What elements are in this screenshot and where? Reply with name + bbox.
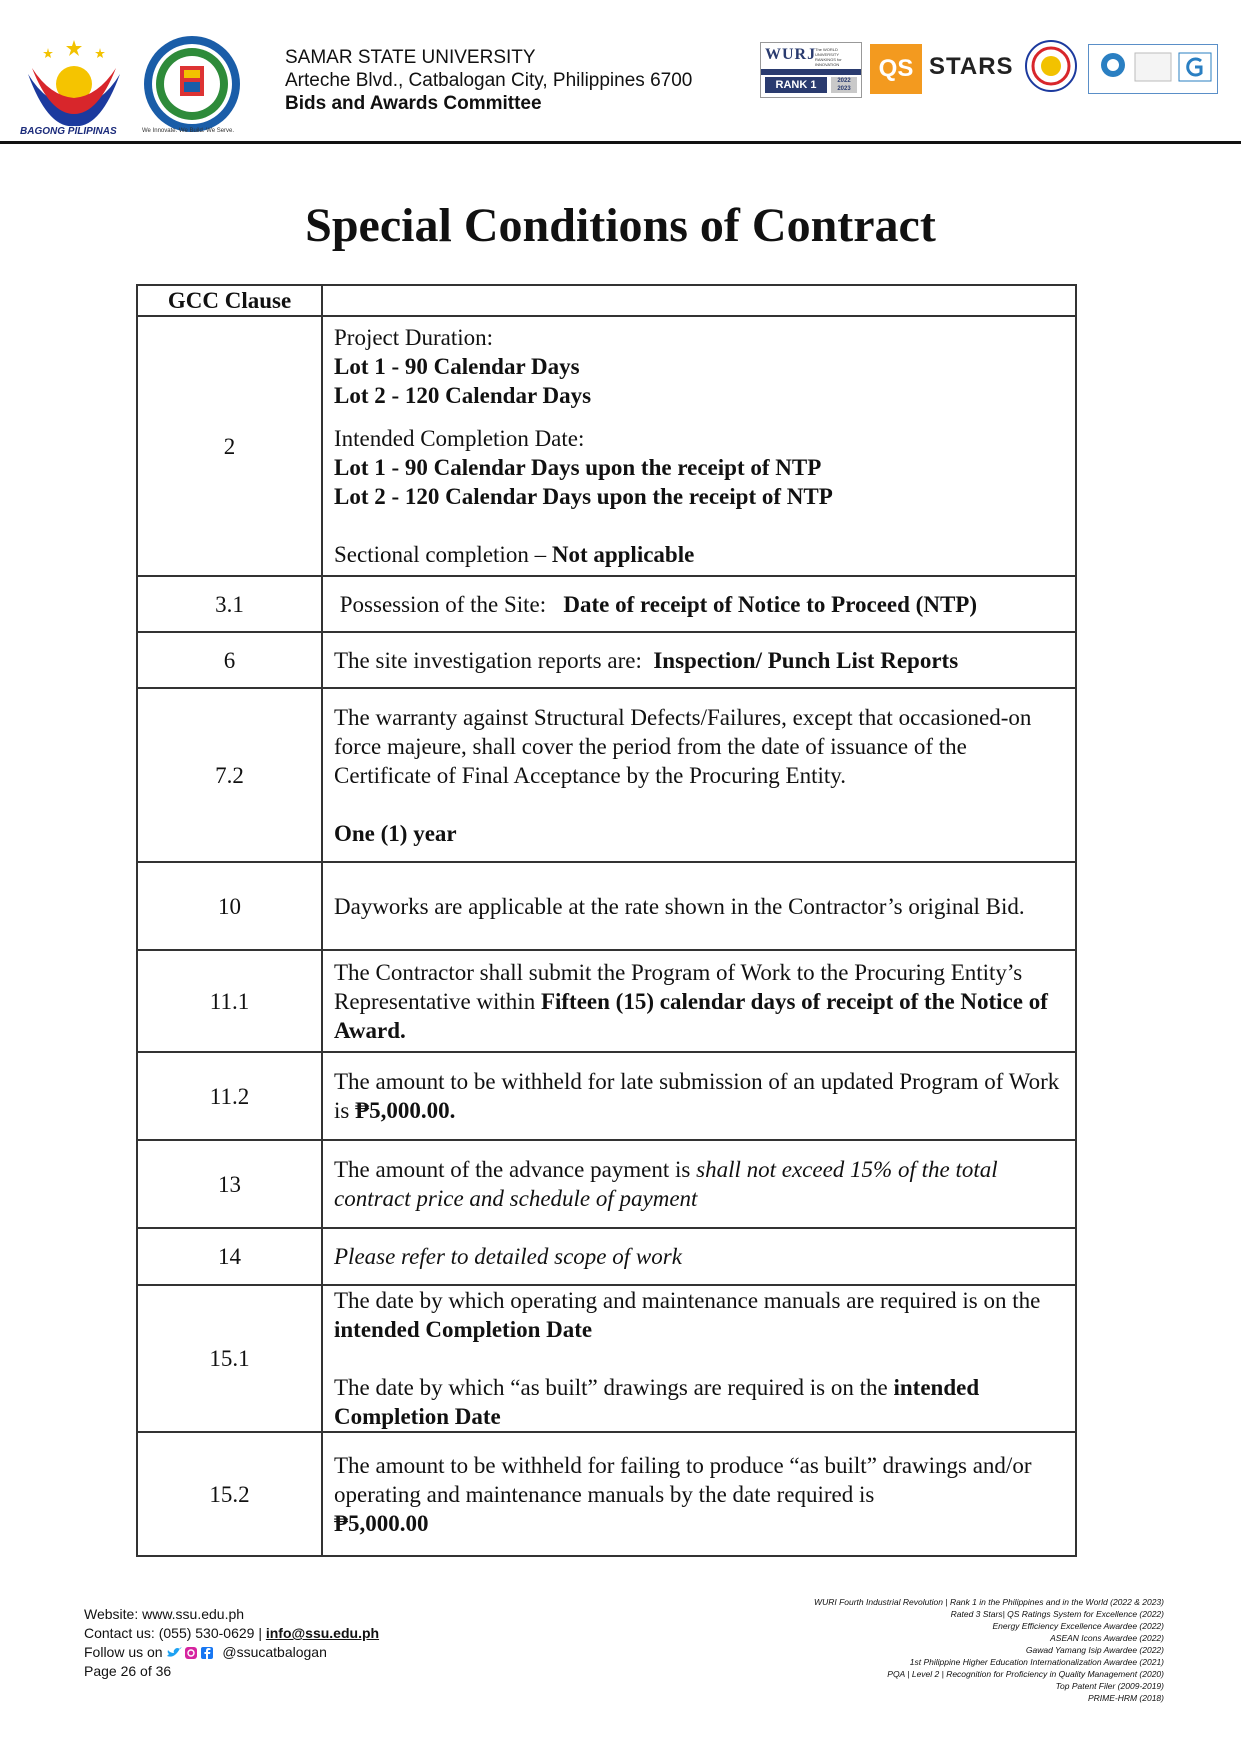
as-built-date: intended Completion Date — [334, 1375, 980, 1429]
withheld-amount: ₱5,000.00 — [334, 1510, 429, 1536]
bagong-pilipinas-text: BAGONG PILIPINAS — [20, 126, 117, 137]
clause-number: 13 — [137, 1140, 322, 1228]
socotec-logo-icon — [1089, 45, 1217, 93]
clause-content — [322, 1228, 1076, 1285]
clause-number: 14 — [137, 1228, 322, 1285]
award-seal-icon — [1025, 40, 1077, 92]
clause-content — [322, 1052, 1076, 1140]
table-row — [137, 688, 1076, 862]
clause-number: 15.1 — [137, 1285, 322, 1432]
table-row — [137, 1052, 1076, 1140]
award-item: Top Patent Filer (2009-2019) — [1055, 1681, 1164, 1691]
possession-value: Date of receipt of Notice to Proceed (NTP) — [563, 591, 977, 617]
late-submission-text: The amount to be withheld for late submission of an updated Program of Work is — [334, 1069, 1060, 1123]
instagram-icon — [185, 1647, 197, 1659]
award-item: Gawad Yamang Isip Awardee (2022) — [1025, 1645, 1164, 1655]
manuals-date: intended Completion Date — [334, 1317, 593, 1342]
award-item: PQA | Level 2 | Recognition for Proficiency in Quality Management (2020) — [887, 1669, 1164, 1679]
table-row — [137, 1285, 1076, 1432]
award-item: PRIME-HRM (2018) — [1087, 1693, 1164, 1703]
clause-number: 6 — [137, 632, 322, 688]
twitter-icon — [167, 1647, 182, 1657]
clause-number: 10 — [137, 862, 322, 950]
wurj-band — [761, 69, 861, 75]
clause-content — [322, 1140, 1076, 1228]
follow-line — [84, 1643, 379, 1662]
ssu-seal-icon — [142, 34, 242, 134]
qs-logo: QS — [870, 44, 922, 94]
lot2-duration: Lot 2 - 120 Calendar Days — [334, 383, 592, 408]
clause-content — [322, 632, 1076, 688]
table-row — [137, 1140, 1076, 1228]
site-investigation-label: The site investigation reports are: — [334, 647, 642, 673]
header-divider — [0, 141, 1241, 144]
wurj-year: 2022 2023 — [831, 77, 857, 93]
sectional-value: Not applicable — [551, 542, 695, 567]
award-item: ASEAN Icons Awardee (2022) — [1050, 1633, 1164, 1643]
clause-number: 3.1 — [137, 576, 322, 632]
letterhead — [0, 0, 1241, 146]
project-duration-label: Project Duration: — [334, 325, 494, 350]
award-item: WURI Fourth Industrial Revolution | Rank 1 in the Philippines and in the World (2022 & 2023) — [814, 1597, 1164, 1607]
lot2-completion: Lot 2 - 120 Calendar Days upon the receipt of NTP — [334, 484, 833, 509]
program-of-work-value: Fifteen (15) calendar days of receipt of the Notice of Award. — [334, 988, 1048, 1043]
university-address: Arteche Blvd., Catbalogan City, Philippines 6700 — [285, 70, 693, 91]
follow-label: Follow us on — [84, 1644, 167, 1660]
intended-completion-label: Intended Completion Date: — [334, 426, 585, 451]
university-block — [285, 46, 692, 115]
email-link[interactable]: info@ssu.edu.ph — [265, 1625, 380, 1641]
clause-number: 15.2 — [137, 1432, 322, 1556]
table-row — [137, 1228, 1076, 1285]
qs-stars-text: STARS — [929, 53, 1014, 80]
scc-table — [136, 284, 1077, 1557]
table-row — [137, 1432, 1076, 1556]
contact-line — [84, 1624, 379, 1643]
award-item: 1st Philippine Higher Education Internationalization Awardee (2021) — [909, 1657, 1164, 1667]
advance-payment-value: shall not exceed 15% of the total contract price and schedule of payment — [334, 1157, 998, 1211]
clause-content — [322, 1285, 1076, 1432]
wurj-caption: The WORLD UNIVERSITY RANKINGS for INNOVATION — [815, 47, 842, 67]
header-content — [322, 285, 1076, 316]
ssu-tagline: We Innovate. We Build. We Serve. — [142, 128, 235, 134]
warranty-value: One (1) year — [334, 820, 457, 846]
website-link[interactable]: Website: www.ssu.edu.ph — [84, 1606, 245, 1622]
warranty-text: The warranty against Structural Defects/Failures, except that occasioned-on force majeure, shall cover the period from the date of issuance of the Certificate of Final Acceptance by the Procuring Entity. — [334, 704, 1032, 788]
manuals-text: The date by which operating and maintenance manuals are required is on the — [334, 1288, 1041, 1313]
table-row — [137, 950, 1076, 1052]
wurj-title: WURJ — [765, 46, 817, 63]
clause-content — [322, 316, 1076, 576]
program-of-work-text: The Contractor shall submit the Program of Work to the Procuring Entity’s Representative within — [334, 959, 1023, 1014]
wurj-rank: RANK 1 — [765, 77, 827, 93]
bagong-pilipinas-logo — [18, 34, 130, 138]
clause-number: 11.1 — [137, 950, 322, 1052]
table-row — [137, 862, 1076, 950]
clause-content — [322, 1432, 1076, 1556]
dayworks-text: Dayworks are applicable at the rate shown in the Contractor’s original Bid. — [334, 893, 1025, 919]
scope-of-work-note: Please refer to detailed scope of work — [334, 1244, 682, 1269]
table-row — [137, 576, 1076, 632]
clause-content — [322, 950, 1076, 1052]
facebook-icon — [201, 1647, 213, 1659]
university-name: SAMAR STATE UNIVERSITY — [285, 47, 536, 68]
as-built-text: The date by which “as built” drawings are required is on the — [334, 1375, 894, 1400]
header-gcc-clause: GCC Clause — [137, 285, 322, 316]
clause-number: 11.2 — [137, 1052, 322, 1140]
clause-content — [322, 862, 1076, 950]
awards-list — [744, 1596, 1164, 1704]
award-item: Energy Efficiency Excellence Awardee (2022) — [992, 1621, 1164, 1631]
table-header-row — [137, 285, 1076, 316]
social-handle[interactable]: @ssucatbalogan — [222, 1644, 327, 1660]
site-investigation-value: Inspection/ Punch List Reports — [653, 647, 959, 673]
footer-contact — [84, 1605, 379, 1681]
lot1-completion: Lot 1 - 90 Calendar Days upon the receipt of NTP — [334, 455, 822, 480]
wurj-badge — [760, 42, 862, 98]
social-icons[interactable] — [166, 1646, 218, 1660]
lot1-duration: Lot 1 - 90 Calendar Days — [334, 354, 580, 379]
document-title: Special Conditions of Contract — [305, 199, 936, 252]
award-item: Rated 3 Stars| QS Ratings System for Excellence (2022) — [950, 1609, 1164, 1619]
contact-phone: Contact us: (055) 530-0629 | — [84, 1625, 266, 1641]
page-number: Page 26 of 36 — [84, 1663, 172, 1679]
clause-number: 2 — [137, 316, 322, 576]
sectional-label: Sectional completion – — [334, 542, 552, 567]
table-row — [137, 316, 1076, 576]
clause-content — [322, 576, 1076, 632]
socotec-badge — [1088, 44, 1218, 94]
late-submission-amount: ₱5,000.00. — [355, 1098, 456, 1123]
clause-content — [322, 688, 1076, 862]
withheld-text: The amount to be withheld for failing to produce “as built” drawings and/or operating and maintenance manuals by the date required is — [334, 1452, 1032, 1507]
clause-number: 7.2 — [137, 688, 322, 862]
possession-label: Possession of the Site: — [339, 591, 547, 617]
table-row — [137, 632, 1076, 688]
advance-payment-text: The amount of the advance payment is — [334, 1157, 697, 1182]
committee-name: Bids and Awards Committee — [285, 93, 542, 114]
